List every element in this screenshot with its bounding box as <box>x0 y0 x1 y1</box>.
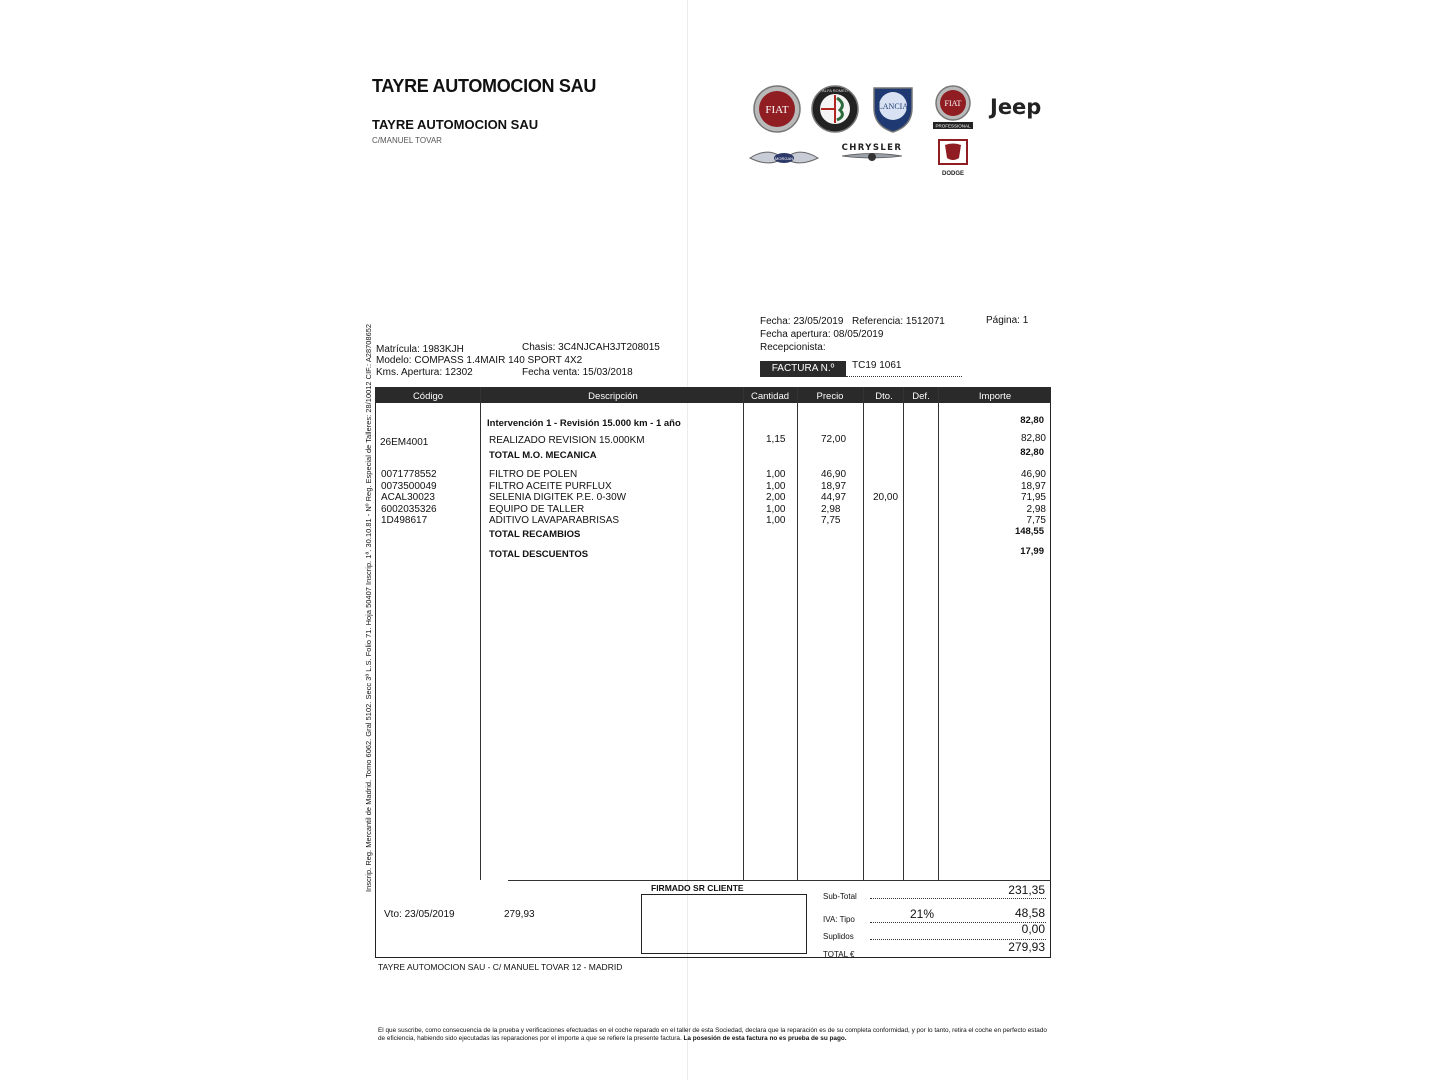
part-precio: 2,98 <box>821 504 841 515</box>
part-importe: 7,75 <box>1026 515 1046 526</box>
iva-value: 48,58 <box>1014 906 1045 920</box>
lancia-logo-text: LANCIA <box>877 102 909 111</box>
factura-numero: TC19 1061 <box>852 360 902 371</box>
total-descuentos-value: 17,99 <box>1020 546 1044 557</box>
company-name-large: TAYRE AUTOMOCION SAU <box>372 76 597 96</box>
chrysler-logo-text: CHRYSLER <box>841 143 903 153</box>
alfa-romeo-logo-text: ALFA ROMEO <box>822 88 848 93</box>
suplidos-value: 0,00 <box>1021 922 1045 936</box>
part-importe: 18,97 <box>1020 481 1046 492</box>
invoice-referencia: Referencia: 1512071 <box>852 316 945 327</box>
vto-amount: 279,93 <box>504 909 535 920</box>
header-dto: Dto. <box>875 391 893 402</box>
jeep-logo <box>988 92 1046 127</box>
legal-bold: La posesión de esta factura no es prueba de su pago. <box>683 1035 847 1042</box>
total-value: 279,93 <box>1008 940 1045 954</box>
invoice-table <box>375 387 1051 958</box>
iva-label: IVA: Tipo <box>823 915 855 924</box>
chrysler-logo <box>826 141 918 170</box>
total-mo-label: TOTAL M.O. MECANICA <box>489 450 597 461</box>
invoice-pagina: Página: 1 <box>986 315 1029 326</box>
vehicle-fecha-venta: Fecha venta: 15/03/2018 <box>522 367 633 378</box>
part-descripcion: FILTRO ACEITE PURFLUX <box>489 481 612 492</box>
col-sep <box>743 387 744 880</box>
part-cantidad: 1,00 <box>766 504 786 515</box>
part-codigo: 1D498617 <box>381 515 428 526</box>
company-name-small: TAYRE AUTOMOCION SAU <box>372 117 539 132</box>
table-bottom-line <box>508 880 1051 881</box>
lancia-logo <box>868 82 918 139</box>
labor-importe: 82,80 <box>1020 433 1046 444</box>
col-sep <box>797 387 798 880</box>
subtotal-label: Sub-Total <box>823 892 857 901</box>
jeep-logo-text: Jeep <box>990 95 1042 119</box>
invoice-fecha: Fecha: 23/05/2019 <box>760 316 844 327</box>
total-label: TOTAL € <box>823 950 855 959</box>
firmado-label: FIRMADO SR CLIENTE <box>651 883 744 893</box>
labor-cantidad: 1,15 <box>766 434 786 445</box>
fiat-logo <box>752 84 802 139</box>
iva-rate: 21% <box>910 907 935 921</box>
subtotal-dots <box>870 898 1046 899</box>
part-cantidad: 1,00 <box>766 481 786 492</box>
part-precio: 44,97 <box>821 492 847 503</box>
morgan-logo <box>748 146 820 175</box>
footer-address: TAYRE AUTOMOCION SAU - C/ MANUEL TOVAR 12 - MADRID <box>378 962 623 972</box>
legal-disclaimer <box>378 1027 1048 1043</box>
col-sep <box>903 387 904 880</box>
signature-box <box>641 894 807 954</box>
part-cantidad: 1,00 <box>766 515 786 526</box>
fiat-professional-logo <box>928 83 978 138</box>
header-cantidad: Cantidad <box>750 391 790 402</box>
morgan-logo-text: MORGAN <box>775 155 793 161</box>
part-codigo: ACAL30023 <box>381 492 435 503</box>
subtotal-value: 231,35 <box>1008 883 1045 897</box>
col-sep <box>480 387 481 880</box>
total-recambios-value: 148,55 <box>1014 526 1044 537</box>
fiat-logo-text: FIAT <box>765 104 789 116</box>
labor-precio: 72,00 <box>821 434 847 445</box>
vehicle-matricula: Matrícula: 1983KJH <box>376 344 464 355</box>
part-dto: 20,00 <box>873 492 899 503</box>
vehicle-chasis: Chasis: 3C4NJCAH3JT208015 <box>522 342 660 353</box>
factura-label: FACTURA N.º <box>760 361 846 377</box>
part-precio: 7,75 <box>821 515 841 526</box>
total-descuentos-label: TOTAL DESCUENTOS <box>489 549 589 560</box>
part-descripcion: EQUIPO DE TALLER <box>489 504 585 515</box>
total-mo-value: 82,80 <box>1020 447 1044 458</box>
legal-text: El que suscribe, como consecuencia de la prueba y verificaciones efectuadas en el coche reparado en el taller de esta Sociedad, declara que la reparación es de su completa conformidad, y por lo tanto, retira el coche en perfecto estado de eficiencia, habiendo sido ejecutadas las reparaciones por el importe a que se refiere la presente factura. <box>378 1027 1047 1042</box>
part-precio: 18,97 <box>821 481 847 492</box>
invoice-recepcionista: Recepcionista: <box>760 342 826 353</box>
iva-dots <box>870 922 1046 923</box>
total-recambios-label: TOTAL RECAMBIOS <box>489 529 581 540</box>
header-def: Def. <box>912 391 930 402</box>
part-descripcion: ADITIVO LAVAPARABRISAS <box>489 515 620 526</box>
factura-underline <box>846 376 962 377</box>
header-importe: Importe <box>978 391 1012 402</box>
part-descripcion: SELENIA DIGITEK P.E. 0-30W <box>489 492 627 503</box>
invoice-fecha-apertura: Fecha apertura: 08/05/2019 <box>760 329 884 340</box>
part-codigo: 0071778552 <box>381 469 437 480</box>
part-importe: 2,98 <box>1026 504 1046 515</box>
labor-descripcion: REALIZADO REVISION 15.000KM <box>489 435 645 446</box>
part-codigo: 0073500049 <box>381 481 437 492</box>
part-cantidad: 2,00 <box>766 492 786 503</box>
part-cantidad: 1,00 <box>766 469 786 480</box>
company-address-cut: C/MANUEL TOVAR <box>372 136 442 145</box>
col-sep <box>938 387 939 880</box>
suplidos-label: Suplidos <box>823 932 854 941</box>
registry-vertical-text: Inscrip. Reg. Mercantil de Madrid. Tomo 6062. Gral 5102. Secc 3ª L.S. Folio 71. Hoja 50407 Inscrip. 1ª. 30.10.81 - Nº Reg. Especial de Talleres: 28/10012 CIF.: A28708652 <box>364 323 373 892</box>
vehicle-modelo: Modelo: COMPASS 1.4MAIR 140 SPORT 4X2 <box>376 355 583 366</box>
part-codigo: 6002035326 <box>381 504 437 515</box>
vehicle-kms: Kms. Apertura: 12302 <box>376 367 473 378</box>
header-precio: Precio <box>816 391 844 402</box>
header-codigo: Código <box>412 391 444 402</box>
intervention-total: 82,80 <box>1020 415 1044 426</box>
dodge-logo <box>933 136 973 183</box>
vto-date: Vto: 23/05/2019 <box>384 909 455 920</box>
part-precio: 46,90 <box>821 469 847 480</box>
part-descripcion: FILTRO DE POLEN <box>489 469 578 480</box>
labor-codigo: 26EM4001 <box>380 437 429 448</box>
fiat-pro-logo-sub: PROFESSIONAL <box>935 123 971 129</box>
part-importe: 71,95 <box>1020 492 1046 503</box>
fiat-pro-logo-text: FIAT <box>944 99 962 108</box>
intervention-title: Intervención 1 - Revisión 15.000 km - 1 año <box>487 418 681 429</box>
header-descripcion: Descripción <box>588 391 638 402</box>
dodge-logo-text: DODGE <box>941 171 965 177</box>
alfa-romeo-logo <box>810 84 860 139</box>
part-importe: 46,90 <box>1020 469 1046 480</box>
col-sep <box>863 387 864 880</box>
